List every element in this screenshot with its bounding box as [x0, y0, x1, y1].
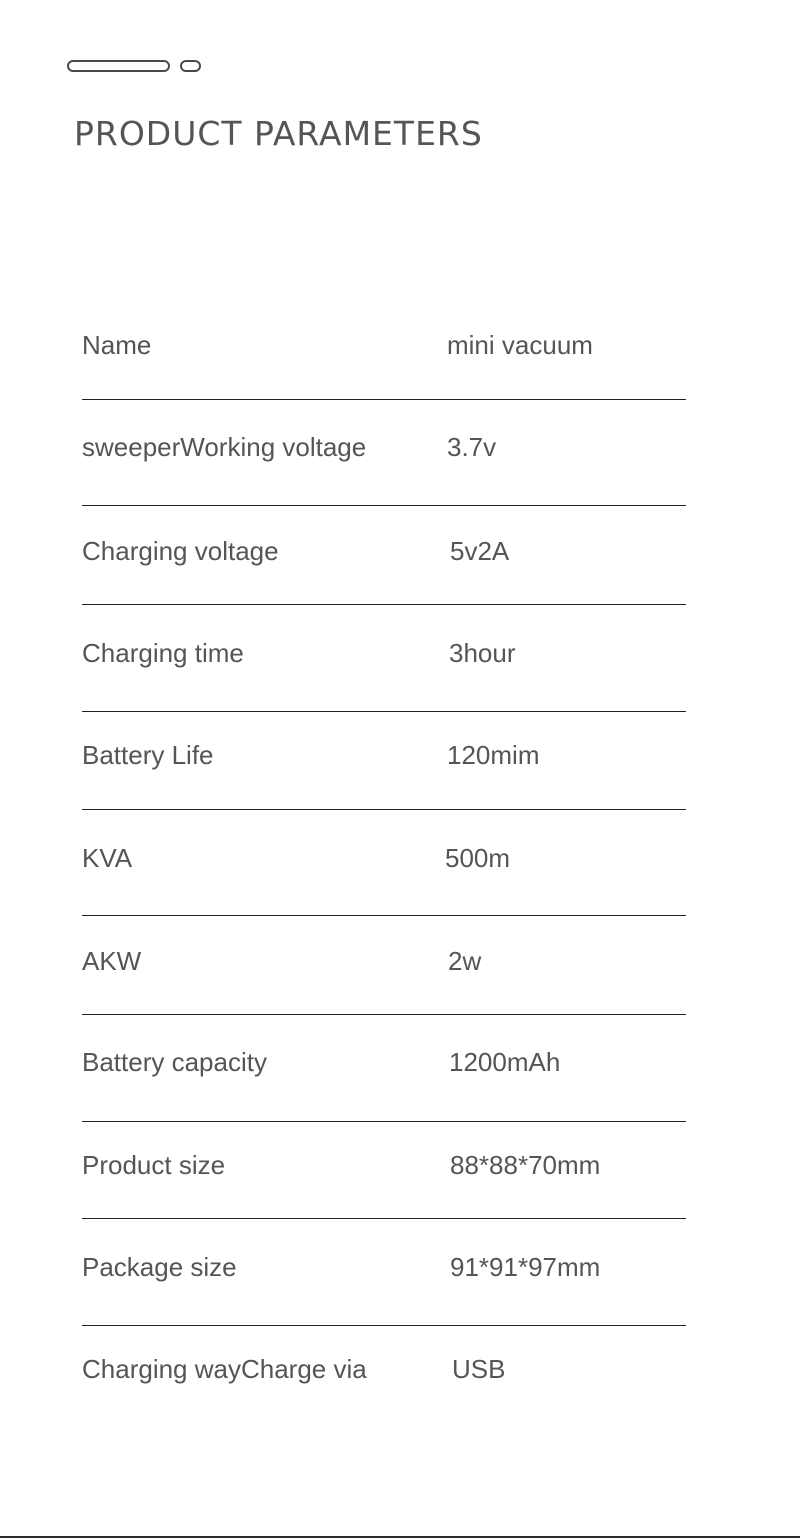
parameter-row: [82, 1326, 686, 1426]
parameter-label: Name: [82, 330, 152, 360]
parameter-value: USB: [452, 1354, 506, 1384]
decorative-pill-short: [180, 60, 201, 72]
parameter-value: 120mim: [447, 740, 540, 770]
decorative-pill-long: [67, 60, 170, 72]
page-title: PRODUCT PARAMETERS: [74, 114, 483, 153]
parameter-value: 3hour: [449, 638, 516, 668]
parameter-label: Package size: [82, 1252, 237, 1282]
parameter-value: 3.7v: [447, 432, 497, 462]
parameter-value: 5v2A: [450, 536, 510, 566]
parameter-row: [82, 400, 686, 506]
parameter-label: Charging time: [82, 638, 244, 668]
parameter-row: [82, 916, 686, 1015]
parameter-label: Battery Life: [82, 740, 214, 770]
decorative-pill-graphic: [67, 60, 207, 74]
parameter-value: 2w: [448, 946, 482, 976]
parameter-label: sweeperWorking voltage: [82, 432, 367, 462]
parameter-row: [82, 1015, 686, 1122]
bottom-divider: [0, 1536, 800, 1538]
parameter-row: [82, 1122, 686, 1219]
parameter-value: 500m: [445, 843, 511, 873]
parameter-table: [82, 296, 686, 1426]
parameter-label: Product size: [82, 1150, 226, 1180]
parameter-value: 1200mAh: [449, 1047, 561, 1077]
parameter-value: 88*88*70mm: [450, 1150, 601, 1180]
parameter-value: mini vacuum: [447, 330, 593, 360]
parameter-row: [82, 712, 686, 810]
parameter-label: Charging voltage: [82, 536, 279, 566]
parameter-row: [82, 506, 686, 605]
parameter-row: [82, 810, 686, 916]
parameter-row: [82, 1219, 686, 1326]
parameter-row: [82, 296, 686, 400]
parameter-row: [82, 605, 686, 712]
parameter-label: AKW: [82, 946, 142, 976]
parameter-label: Charging wayCharge via: [82, 1354, 367, 1384]
parameter-value: 91*91*97mm: [450, 1252, 601, 1282]
parameter-label: KVA: [82, 843, 133, 873]
parameter-label: Battery capacity: [82, 1047, 267, 1077]
